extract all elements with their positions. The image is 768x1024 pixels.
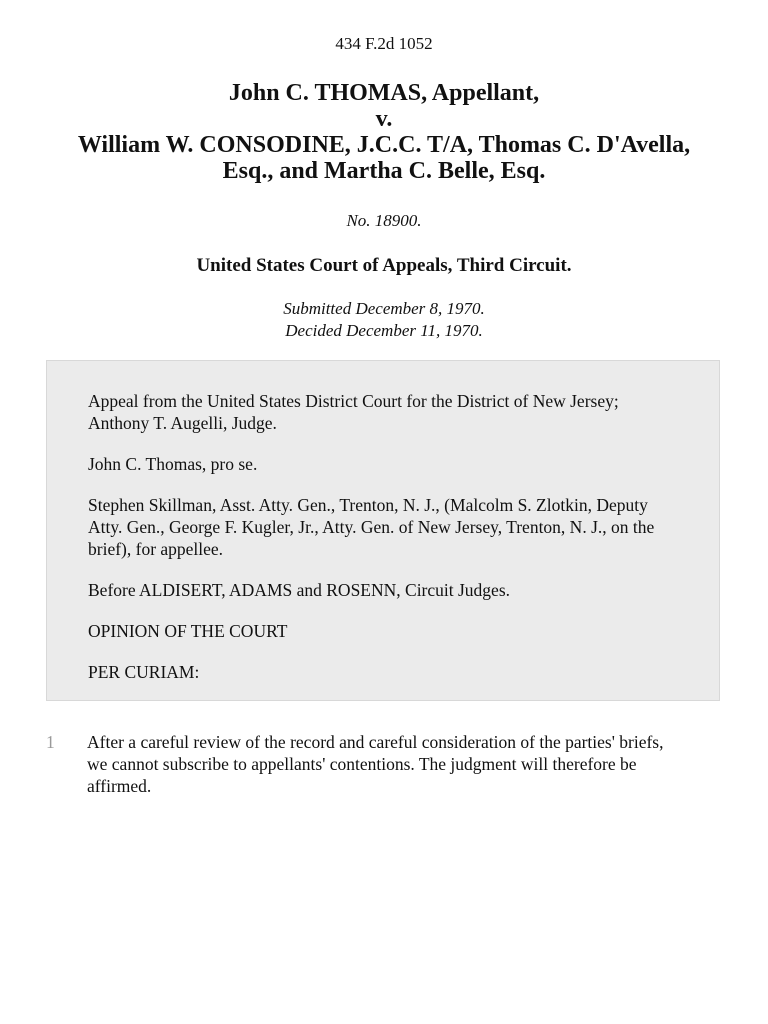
decided-date: Decided December 11, 1970. — [285, 321, 483, 340]
caption-appellees: William W. CONSODINE, J.C.C. T/A, Thomas C. D'Avella, — [77, 132, 691, 158]
case-summary-box — [46, 360, 720, 701]
appeal-origin: Appeal from the United States District Court for the District of New Jersey; Anthony T. Augelli, Judge. — [88, 391, 619, 433]
case-dates — [0, 298, 768, 342]
appellee-counsel: Stephen Skillman, Asst. Atty. Gen., Trenton, N. J., (Malcolm S. Zlotkin, Deputy Atty. Gen., George F. Kugler, Jr., Atty. Gen. of New Jersey, Trenton, N. J., on the brief), for appellee. — [88, 495, 655, 559]
submitted-date: Submitted December 8, 1970. — [283, 299, 485, 318]
appellant-counsel: John C. Thomas, pro se. — [88, 454, 258, 474]
caption-versus: v. — [375, 106, 393, 132]
case-citation: 434 F.2d 1052 — [335, 34, 433, 53]
caption-appellees-continued: Esq., and Martha C. Belle, Esq. — [222, 158, 546, 184]
case-caption — [0, 80, 768, 184]
caption-appellant: John C. THOMAS, Appellant, — [228, 80, 540, 106]
per-curiam-label: PER CURIAM: — [88, 662, 200, 682]
opinion-heading: OPINION OF THE COURT — [88, 621, 288, 641]
paragraph-text: After a careful review of the record and careful consideration of the parties' briefs, we cannot subscribe to appellants' contentions. The judgment will therefore be affirmed. — [87, 732, 664, 796]
judges-panel: Before ALDISERT, ADAMS and ROSENN, Circuit Judges. — [88, 580, 511, 600]
court-name: United States Court of Appeals, Third Circuit. — [196, 255, 572, 276]
paragraph-number: 1 — [46, 732, 55, 752]
docket-number: No. 18900. — [346, 211, 422, 230]
